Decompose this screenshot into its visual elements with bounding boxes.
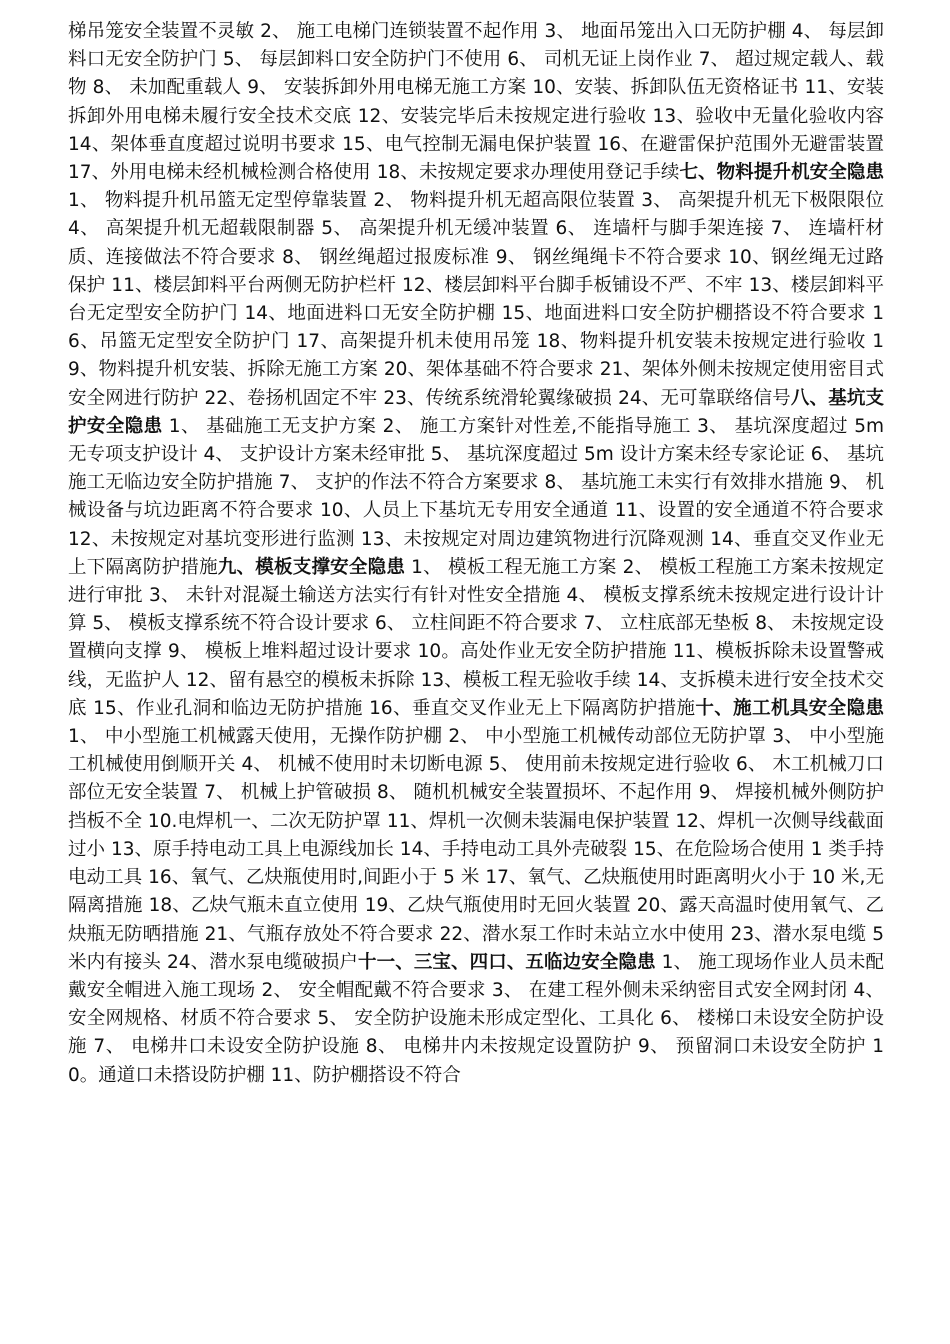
paragraph-text-elevator-hazards: 梯吊笼安全装置不灵敏 2、 施工电梯门连锁装置不起作用 3、 地面吊笼出入口无防护棚 4、 每层卸料口无安全防护门 5、 每层卸料口安全防护门不使用 6、 司机无证上岗作业 7、 超过规定载人、载物 8、 未加配重载人 9、 安装拆卸外用电梯无施工方案 10、安装、拆卸队伍无资格证书 11、安装拆卸外用电梯未履行安全技术交底 12、安装完毕后未按规定进行验收 13、验收中无量化验收内容 14、架体垂直度超过说明书要求 15、电气控制无漏电保护装置 16、在避雷保护范围外无避雷装置 17、外用电梯未经机械检测合格使用 18、未按规定要求办理使用登记手续 — [68, 21, 884, 184]
document-body — [68, 18, 884, 1090]
paragraph-text-formwork: 1、 模板工程无施工方案 2、 模板工程施工方案未按规定进行审批 3、 未针对混凝土输送方法实行有针对性安全措施 4、 模板支撑系统未按规定进行设计计算 5、 模板支撑系统不符合设计要求 6、 立柱间距不符合要求 7、 立柱底部无垫板 8、 未按规定设置横向支撑 9、 模板上堆料超过设计要求 10。高处作业无安全防护措施 11、模板拆除未设置警戒线，无监护人 12、留有悬空的模板未拆除 13、模板工程无验收手续 14、支拆模未进行安全技术交底 15、作业孔洞和临边无防护措施 16、垂直交叉作业无上下隔离防护措施 — [68, 556, 884, 719]
section-heading-formwork: 九、模板支撑安全隐患 — [217, 556, 406, 578]
paragraph-text-machinery: 1、 中小型施工机械露天使用，无操作防护棚 2、 中小型施工机械传动部位无防护罩 3、 中小型施工机械使用倒顺开关 4、 机械不使用时未切断电源 5、 使用前未按规定进行验收 6、 木工机械刀口部位无安全装置 7、 机械上护管破损 8、 随机机械安全装置损坏、不起作用 9、 焊接机械外侧防护挡板不全 10.电焊机一、二次无防护罩 11、焊机一次侧未装漏电保护装置 12、焊机一次侧导线截面过小 13、原手持电动工具上电源线加长 14、手持电动工具外壳破裂 15、在危险场合使用 1 类手持电动工具 16、氧气、乙炔瓶使用时,间距小于 5 米 17、氧气、乙炔瓶使用时距离明火小于 10 米,无隔离措施 18、乙炔气瓶未直立使用 19、乙炔气瓶使用时无回火装置 20、露天高温时使用氧气、乙炔瓶无防晒措施 21、气瓶存放处不符合要求 22、潜水泵工作时未站立水中使用 23、潜水泵电缆 5 米内有接头 24、潜水泵电缆破损户 — [68, 726, 884, 973]
section-heading-protection: 十一、三宝、四口、五临边安全隐患 — [358, 951, 656, 973]
section-heading-foundation-pit: 八、基坑支护安全隐患 — [68, 387, 884, 437]
paragraph-text-protection: 1、 施工现场作业人员未配戴安全帽进入施工现场 2、 安全帽配戴不符合要求 3、 在建工程外侧未采纳密目式安全网封闭 4、 安全网规格、材质不符合要求 5、 安全防护设施未形成定型化、工具化 6、 楼梯口未设安全防护设施 7、 电梯井口未设安全防护设施 8、 电梯井内未按规定设置防护 9、 预留洞口未设安全防护 10。通道口未搭设防护棚 11、防护棚搭设不符合 — [68, 951, 884, 1086]
paragraph-text-foundation-pit: 1、 基础施工无支护方案 2、 施工方案针对性差,不能指导施工 3、 基坑深度超过 5m 无专项支护设计 4、 支护设计方案未经审批 5、 基坑深度超过 5m 设计方案未经专家论证 6、 基坑施工无临边安全防护措施 7、 支护的作法不符合方案要求 8、 基坑施工未实行有效排水措施 9、 机械设备与坑边距离不符合要求 10、人员上下基坑无专用安全通道 11、设置的安全通道不符合要求 12、未按规定对基坑变形进行监测 13、未按规定对周边建筑物进行沉降观测 14、垂直交叉作业无上下隔离防护措施 — [68, 415, 884, 578]
section-heading-material-hoist: 七、物料提升机安全隐患 — [679, 162, 884, 184]
section-heading-machinery: 十、施工机具安全隐患 — [695, 697, 884, 719]
paragraph-text-material-hoist: 1、 物料提升机吊篮无定型停靠装置 2、 物料提升机无超高限位装置 3、 高架提升机无下极限限位 4、 高架提升机无超载限制器 5、 高架提升机无缓冲装置 6、 连墙杆与脚手架连接 7、 连墙杆材质、连接做法不符合要求 8、 钢丝绳超过报废标准 9、 钢丝绳绳卡不符合要求 10、钢丝绳无过路保护 11、楼层卸料平台两侧无防护栏杆 12、楼层卸料平台脚手板铺设不严、不牢 13、楼层卸料平台无定型安全防护门 14、地面进料口无安全防护棚 15、地面进料口安全防护棚搭设不符合要求 16、吊篮无定型安全防护门 17、高架提升机未使用吊笼 18、物料提升机安装未按规定进行验收 19、物料提升机安装、拆除无施工方案 20、架体基础不符合要求 21、架体外侧未按规定使用密目式安全网进行防护 22、卷扬机固定不牢 23、传统系统滑轮翼缘破损 24、无可靠联络信号 — [68, 190, 884, 409]
